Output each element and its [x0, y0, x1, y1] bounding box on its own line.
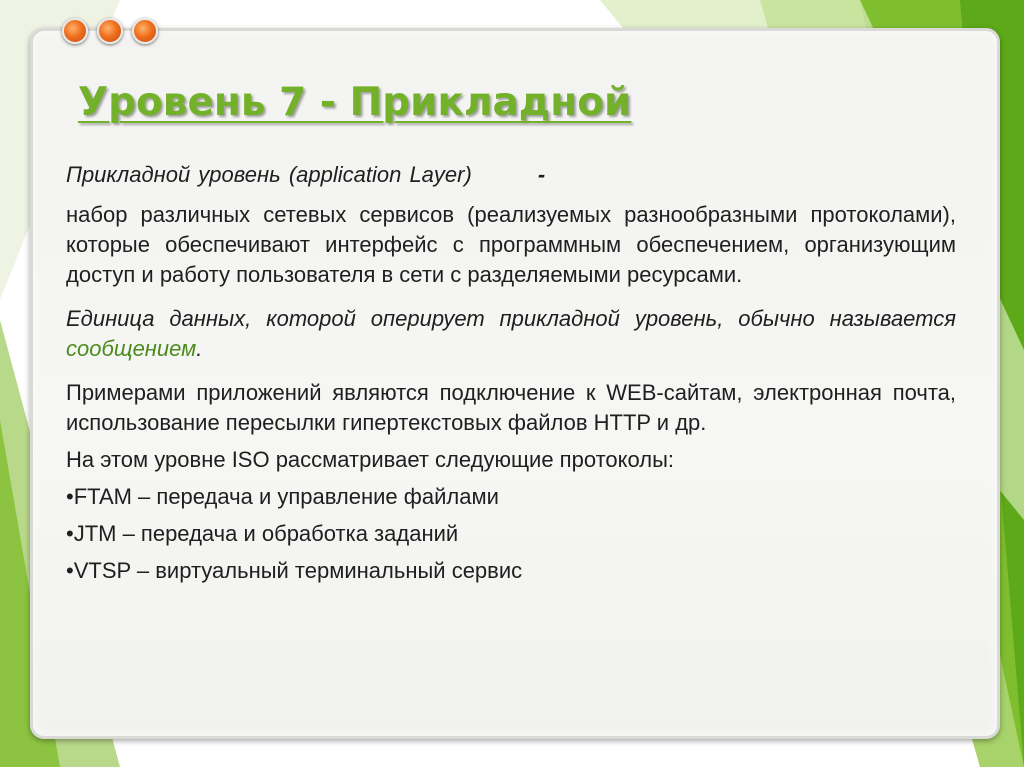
data-unit-text: Единица данных, которой оперирует прикладной уровень, обычно называется — [66, 306, 956, 331]
definition-term-en: (application Layer) — [288, 162, 472, 187]
protocols-intro: На этом уровне ISO рассматривает следующие протоколы: — [66, 447, 675, 472]
data-unit-paragraph — [66, 304, 956, 364]
slide-body — [66, 160, 956, 586]
orange-dot-icon — [62, 18, 88, 44]
definition-line — [66, 160, 956, 190]
window-dots — [62, 18, 158, 44]
orange-dot-icon — [97, 18, 123, 44]
examples-paragraph: Примерами приложений являются подключение к WEB-сайтам, электронная почта, использование пересылки гипертекстовых файлов HTTP и др. — [66, 380, 956, 435]
data-unit-tail: . — [196, 336, 203, 361]
data-unit-highlight: сообщением — [66, 336, 197, 361]
definition-description: набор различных сетевых сервисов (реализуемых разнообразными протоколами), которые обеспечивают интерфейс с программным обеспечением, организующим доступ и работу пользователя в сети с разделяемыми ресурсами. — [66, 202, 956, 287]
protocol-item-jtm: •JTM – передача и обработка заданий — [66, 521, 459, 546]
slide-title: Уровень 7 - Прикладной — [78, 80, 632, 125]
definition-term: Прикладной уровень — [66, 162, 281, 187]
protocol-item-ftam: •FTAM – передача и управление файлами — [66, 484, 499, 509]
protocol-item-vtsp: •VTSP – виртуальный терминальный сервис — [66, 558, 523, 583]
definition-dash: - — [537, 162, 546, 187]
orange-dot-icon — [132, 18, 158, 44]
